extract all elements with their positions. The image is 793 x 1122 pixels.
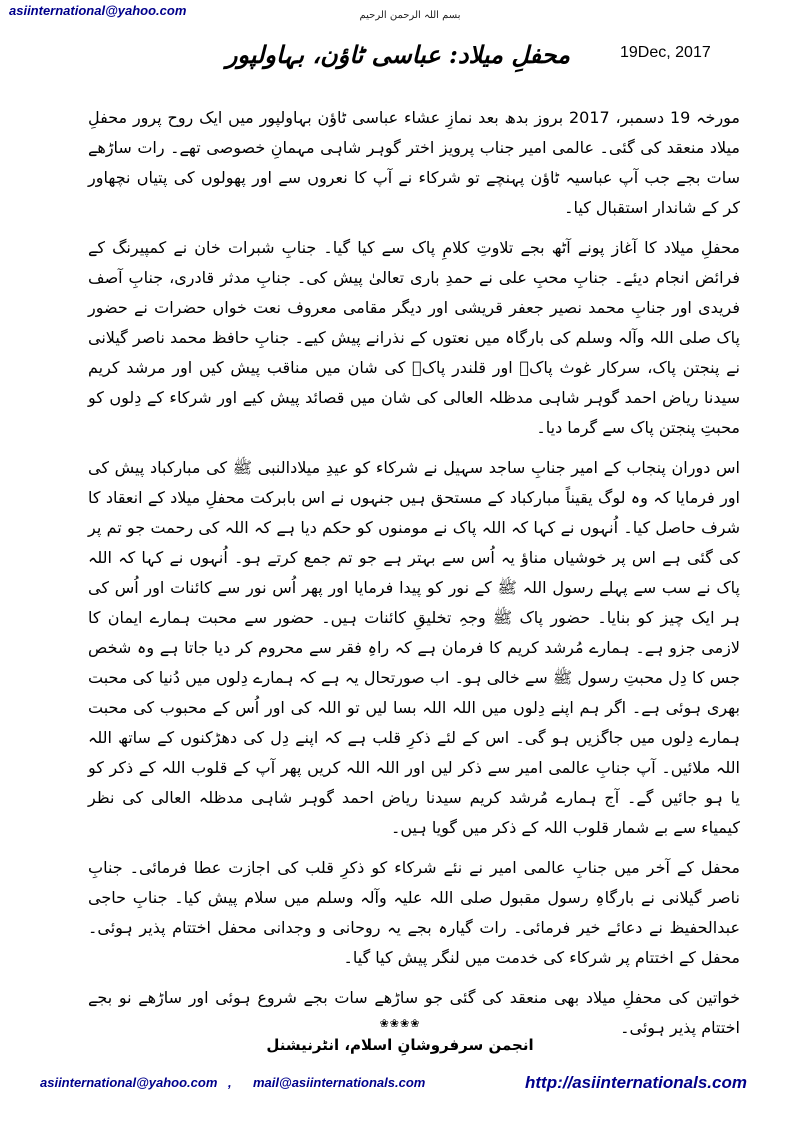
paragraph-intro: مورخہ 19 دسمبر، 2017 بروز بدھ بعد نمازِ عشاء عباسی ٹاؤن بہاولپور میں ایک روح پرور محفلِ میلاد منعقد کی گئی۔ عالمی امیر جناب پرویز اختر گوہر شاہی مہمانِ خصوصی تھے۔ رات ساڑھے سات بجے جب آپ عباسیہ ٹاؤن پہنچے تو شرکاء نے آپ کا نعروں سے اور پھولوں کی پتیاں نچھاور کر کے شاندار استقبال کیا۔ xyxy=(88,108,741,217)
article-date: 19Dec, 2017 xyxy=(620,44,711,61)
page-title: محفلِ میلاد: عباسی ٹاؤن، بہاولپور xyxy=(225,40,570,69)
footer-separator: , xyxy=(228,1075,232,1090)
footer xyxy=(0,1075,793,1099)
bismillah-text: بسم اللہ الرحمن الرحیم xyxy=(359,10,461,21)
header-email-link[interactable]: asiinternational@yahoo.com xyxy=(9,3,187,18)
paragraph-proceedings: محفلِ میلاد کا آغاز پونے آٹھ بجے تلاوتِ کلامِ پاک سے کیا گیا۔ جنابِ شبرات خان نے کمپیرنگ کے فرائض انجام دیئے۔ جنابِ محبِ علی نے حمدِ باری تعالیٰ پیش کی۔ جنابِ مدثر قادری، جنابِ آصف فریدی اور جنابِ محمد نصیر جعفر قریشی اور دیگر مقامی معروف نعت خواں حضرات نے حضور پاک صلی اللہ وآلہ وسلم کی بارگاہ میں نعتوں کے نذرانے پیش کیے۔ جنابِ حافظ محمد ناصر گیلانی نے پنجتن پاک، سرکار غوث پاکؓ اور قلندر پاکؒ کی شان میں مناقب پیش کیں اور مرشد کریم سیدنا ریاض احمد گوہر شاہی مدظلہ العالی کی شان میں قصائد پیش کیے اور شرکاء کے دِلوں کو محبتِ پنجتن پاک سے گرما دیا۔ xyxy=(88,238,740,437)
footer-email-link[interactable]: asiinternational@yahoo.com xyxy=(40,1075,218,1090)
footer-mail-link[interactable]: mail@asiinternationals.com xyxy=(253,1075,426,1090)
organization-name: انجمن سرفروشانِ اسلام، انٹرنیشنل xyxy=(266,1036,534,1054)
paragraph-conclusion: محفل کے آخر میں جنابِ عالمی امیر نے نئے شرکاء کو ذکرِ قلب کی اجازت عطا فرمائی۔ جنابِ ناصر گیلانی نے بارگاہِ رسول مقبول صلی اللہ علیہ وآلہ وسلم میں سلام پیش کیا۔ جنابِ حاجی عبدالحفیظ نے دعائے خیر فرمائی۔ رات گیارہ بجے یہ روحانی و وجدانی محفل اختتام پذیر ہوئی۔ محفل کے اختتام پر شرکاء کی خدمت میں لنگر پیش کیا گیا۔ xyxy=(88,858,740,967)
paragraph-women-gathering: خواتین کی محفلِ میلاد بھی منعقد کی گئی جو ساڑھے سات بجے شروع ہوئی اور ساڑھے نو بجے اختتام پذیر ہوئی۔ xyxy=(88,988,740,1037)
paragraph-speech: اس دوران پنجاب کے امیر جنابِ ساجد سہیل نے شرکاء کو عیدِ میلادالنبی ﷺ کی مبارکباد پیش کی اور فرمایا کہ وہ لوگ یقیناً مبارکباد کے مستحق ہیں جنہوں نے اس بابرکت محفلِ میلاد کے انعقاد کا شرف حاصل کیا۔ اُنہوں نے کہا کہ اللہ پاک نے مومنوں کو حکم دیا ہے کہ اللہ کی رحمت جو تم پر کی گئی ہے اس پر خوشیاں مناؤ یہ اُس سے بہتر ہے جو تم جمع کرتے ہو۔ اُنہوں نے کہا کہ اللہ پاک نے سب سے پہلے رسول اللہ ﷺ کے نور کو پیدا فرمایا اور پھر اُس نور سے کائنات اور اُس کی ہر ایک چیز کو بنایا۔ حضور پاک ﷺ وجہِ تخلیقِ کائنات ہیں۔ حضور سے محبت ہمارے ایمان کا لازمی جزو ہے۔ ہمارے مُرشد کریم کا فرمان ہے کہ راہِ فقر سے محروم کر دیا جاتا ہے وہ شخص جس کا دِل محبتِ رسول ﷺ سے خالی ہو۔ اب صورتحال یہ ہے کہ ہمارے دِلوں میں دُنیا کی محبت بھری ہوئی ہے۔ اگر ہم اپنے دِلوں میں اللہ اللہ بسا لیں تو اللہ کی اور اُس کے محبوب کی محبت ہمارے دِلوں میں جاگزیں ہو گی۔ اس کے لئے ذکرِ قلب ہے کہ اپنے دِل کی دھڑکنوں کے ساتھ اللہ اللہ ملائیں۔ آپ جنابِ عالمی امیر سے ذکر لیں اور اللہ اللہ کریں پھر آپ کے قلوب اللہ کے ذکر کو یا ہو جائیں گے۔ آج ہمارے مُرشد کریم سیدنا ریاض احمد گوہر شاہی مدظلہ العالی کی نظر کیمیاء سے بے شمار قلوب اللہ کے ذکر میں گویا ہیں۔ xyxy=(88,458,741,837)
article-body xyxy=(88,103,740,1053)
footer-website-link[interactable]: http://asiinternationals.com xyxy=(525,1073,747,1092)
flower-ornament-icon: ❀❀❀❀ xyxy=(379,1017,421,1030)
